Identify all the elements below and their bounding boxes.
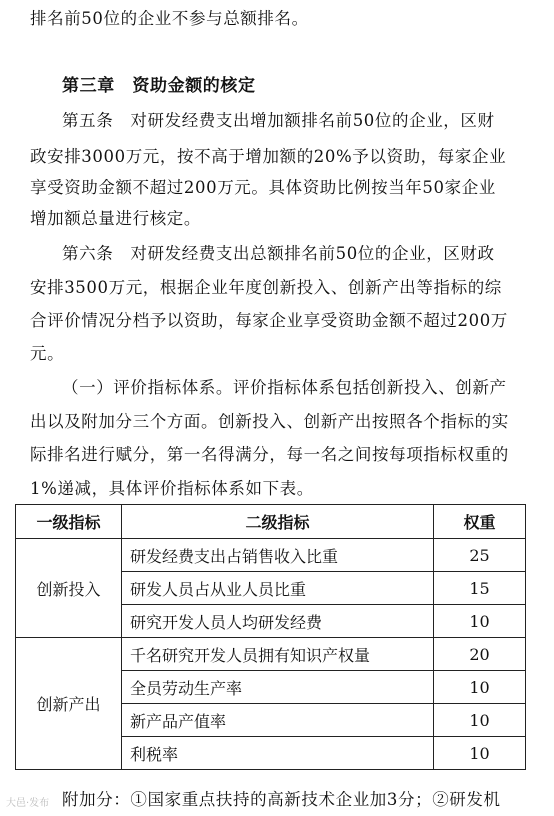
indicator-cell: 全员劳动生产率: [122, 671, 434, 704]
watermark: 大邑·发布: [6, 798, 50, 809]
header-weight: 权重: [434, 505, 526, 539]
bonus-points-line: 附加分：①国家重点扶持的高新技术企业加3分；②研发机: [62, 790, 501, 809]
chapter-heading: 第三章 资助金额的核定: [62, 76, 256, 96]
indicator-cell: 利税率: [122, 737, 434, 770]
article-6-line-1: 第六条 对研发经费支出总额排名前50位的企业，区财政: [62, 244, 495, 263]
weight-cell: 10: [434, 605, 526, 638]
article-5-line-2: 政安排3000万元，按不高于增加额的20%予以资助，每家企业: [30, 147, 507, 166]
article-6-line-2: 安排3500万元，根据企业年度创新投入、创新产出等指标的综: [30, 278, 502, 297]
article-6-line-4: 元。: [30, 344, 65, 363]
weight-cell: 15: [434, 572, 526, 605]
section-1-line-1: （一）评价指标体系。评价指标体系包括创新投入、创新产: [62, 378, 507, 397]
table-header-row: [16, 505, 526, 539]
indicator-cell: 研究开发人员人均研发经费: [122, 605, 434, 638]
paragraph-line: 排名前50位的企业不参与总额排名。: [30, 9, 309, 28]
indicator-cell: 研发经费支出占销售收入比重: [122, 539, 434, 572]
article-5-line-3: 享受资助金额不超过200万元。具体资助比例按当年50家企业: [30, 178, 496, 197]
section-1-line-3: 际排名进行赋分，第一名得满分，每一名之间按每项指标权重的: [30, 445, 509, 464]
weight-cell: 20: [434, 638, 526, 671]
evaluation-index-table: [15, 504, 526, 770]
section-1-line-4: 1%递减，具体评价指标体系如下表。: [30, 479, 314, 498]
table-row: [16, 539, 526, 572]
section-1-line-2: 出以及附加分三个方面。创新投入、创新产出按照各个指标的实: [30, 412, 509, 431]
article-5-line-1: 第五条 对研发经费支出增加额排名前50位的企业，区财: [62, 111, 495, 130]
header-level-1: 一级指标: [16, 505, 122, 539]
indicator-cell: 研发人员占从业人员比重: [122, 572, 434, 605]
weight-cell: 25: [434, 539, 526, 572]
category-innovation-input: 创新投入: [16, 539, 122, 638]
weight-cell: 10: [434, 737, 526, 770]
indicator-cell: 新产品产值率: [122, 704, 434, 737]
table-row: [16, 638, 526, 671]
article-6-line-3: 合评价情况分档予以资助，每家企业享受资助金额不超过200万: [30, 311, 508, 330]
category-innovation-output: 创新产出: [16, 638, 122, 770]
indicator-cell: 千名研究开发人员拥有知识产权量: [122, 638, 434, 671]
weight-cell: 10: [434, 704, 526, 737]
weight-cell: 10: [434, 671, 526, 704]
article-5-line-4: 增加额总量进行核定。: [30, 209, 201, 228]
header-level-2: 二级指标: [122, 505, 434, 539]
